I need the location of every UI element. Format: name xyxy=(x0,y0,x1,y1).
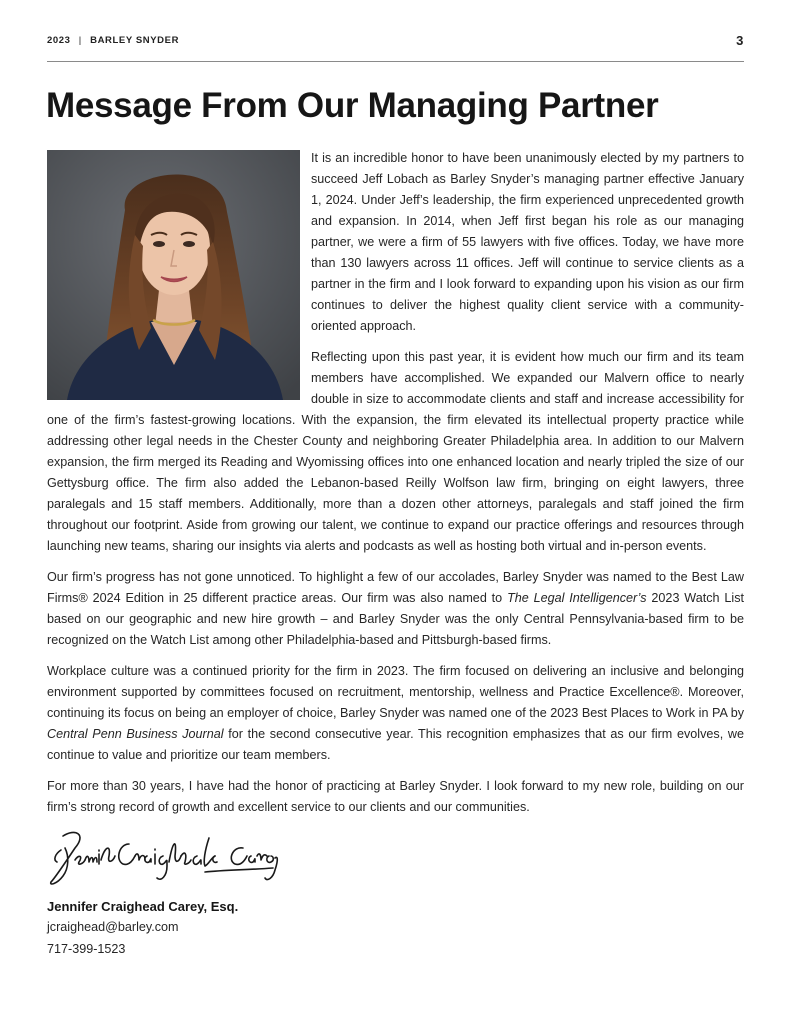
header-label xyxy=(47,35,179,46)
culture-text-2: for the second consecutive year. This recognition emphasizes that as our firm evolves, we continue to value and prioritize our team members. xyxy=(47,727,744,762)
handwritten-signature xyxy=(45,826,281,890)
signer-name: Jennifer Craighead Carey, Esq. xyxy=(47,899,239,914)
signer-phone[interactable]: 717-399-1523 xyxy=(47,942,126,956)
culture-text-1: Workplace culture was a continued priority for the firm in 2023. The firm focused on delivering an inclusive and belonging environment supported by committees focused on recruitment, mentorship, wellness and Practice Excellence®. Moreover, continuing its focus on being an employer of choice, Barley Snyder was named one of the 2023 Best Places to Work in PA by xyxy=(47,664,744,720)
paragraph-reflection: Reflecting upon this past year, it is evident how much our firm and its team members have accomplished. We expanded our Malvern office to nearly double in size to accommodate clients and staff and increase accessibility for one of the firm’s fastest-growing locations. With the expansion, the firm elevated its intellectual property practice while addressing other legal needs in the Chester County and neighboring Greater Philadelphia area. In addition to our Malvern expansion, the firm merged its Reading and Wyomissing offices into one enhanced location and nearly tripled the size of our Gettysburg office. The firm also added the Lebanon-based Reilly Wolfson law firm, bringing on eight lawyers, three paralegals and 15 staff members. Additionally, more than a dozen other attorneys, paralegals and staff joined the firm throughout our footprint. Aside from growing our talent, we continue to expand our practice offerings and resources through launching new teams, sharing our insights via alerts and podcasts as well as hosting both virtual and in-person events. xyxy=(47,350,744,553)
portrait-illustration xyxy=(47,150,300,400)
paragraph-culture xyxy=(47,661,744,766)
publication-central-penn: Central Penn Business Journal xyxy=(47,727,224,741)
header-divider xyxy=(47,61,744,62)
header-separator: | xyxy=(78,35,82,46)
publication-legal-intelligencer: The Legal Intelligencer’s xyxy=(507,591,647,605)
page-title: Message From Our Managing Partner xyxy=(46,86,659,125)
signature-icon xyxy=(45,826,281,890)
paragraph-intro: It is an incredible honor to have been unanimously elected by my partners to succeed Jeff Lobach as Barley Snyder’s managing partner effective January 1, 2024. Under Jeff’s leadership, the firm experienced unprecedented growth and expansion. In 2014, when Jeff first began his role as our managing partner, we were a firm of 55 lawyers with five offices. Today, we have more than 130 lawyers across 11 offices. Jeff will continue to service clients as a partner in the firm and I look forward to expanding upon his vision as our firm continues to deliver the highest quality client service with a community-oriented approach. xyxy=(311,151,744,333)
paragraph-accolades xyxy=(47,567,744,651)
running-header xyxy=(47,33,744,49)
accolades-text-1: Our firm’s progress has not gone unnoticed. To highlight a few of our accolades, Barley Snyder was named to the Best Law Firms® 2024 Edition in 25 different practice areas. Our firm was also named to xyxy=(47,570,744,605)
portrait-photo-icon xyxy=(47,150,300,400)
accolades-text-2: 2023 Watch List based on our geographic and new hire growth – and Barley Snyder was the only Central Pennsylvania-based firm to be recognized on the Watch List among other Philadelphia-based and Pittsburgh-based firms. xyxy=(47,591,744,647)
paragraph-closing: For more than 30 years, I have had the honor of practicing at Barley Snyder. I look forward to my new role, building on our firm’s strong record of growth and excellent service to our clients and our communities. xyxy=(47,779,744,814)
page-number: 3 xyxy=(736,33,744,48)
signer-email[interactable]: jcraighead@barley.com xyxy=(47,920,179,934)
header-year: 2023 xyxy=(47,35,71,46)
header-brand: BARLEY SNYDER xyxy=(90,35,180,46)
article-body xyxy=(47,148,744,818)
